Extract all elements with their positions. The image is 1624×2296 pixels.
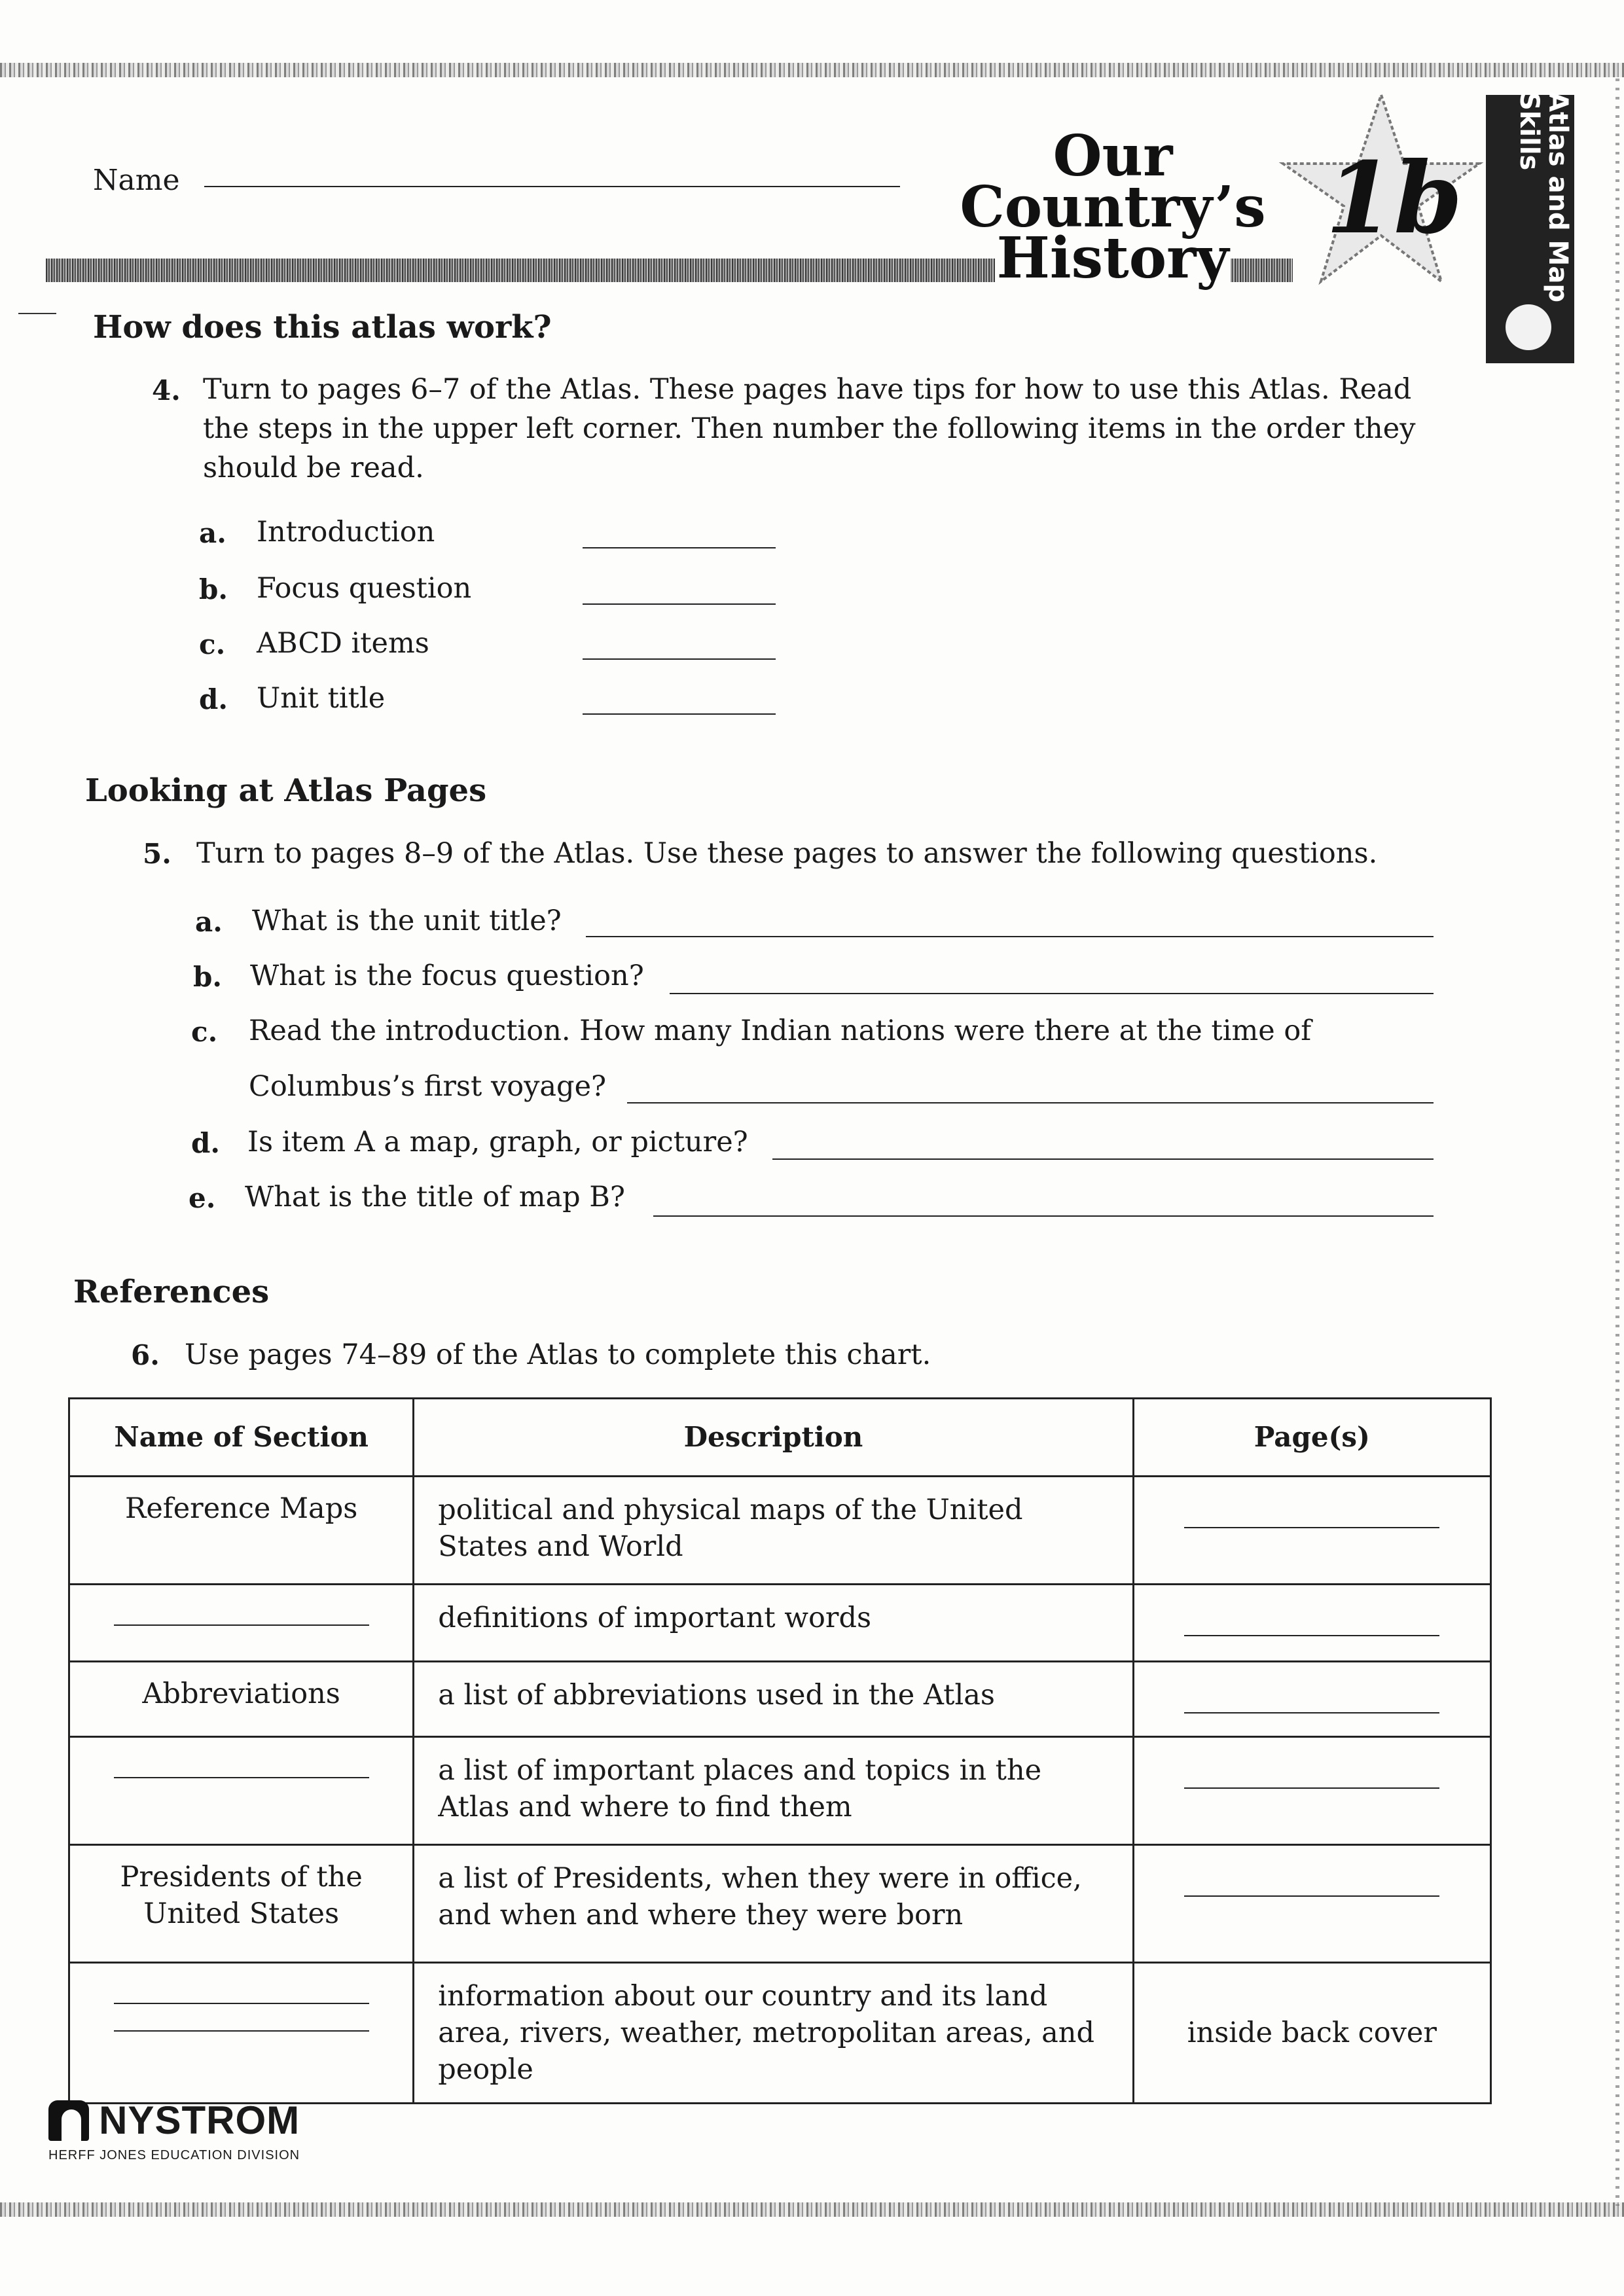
q4-answer-blank[interactable] bbox=[583, 547, 776, 548]
pages-answer-blank[interactable] bbox=[1184, 1889, 1439, 1897]
table-row bbox=[69, 1477, 1491, 1585]
cell-section-name bbox=[69, 1963, 414, 2104]
column-header-name: Name of Section bbox=[69, 1399, 414, 1477]
section-name-answer-blank[interactable] bbox=[114, 1618, 369, 1626]
q5-answer-blank[interactable] bbox=[670, 993, 1434, 994]
cell-description: political and physical maps of the United States and World bbox=[414, 1477, 1133, 1585]
question-6-text: Use pages 74–89 of the Atlas to complete this chart. bbox=[185, 1338, 931, 1371]
margin-mark bbox=[18, 313, 56, 314]
q5-answer-blank[interactable] bbox=[772, 1158, 1434, 1160]
q4-item-label: Focus question bbox=[257, 572, 472, 605]
pages-answer-blank[interactable] bbox=[1184, 1781, 1439, 1789]
cell-description: a list of Presidents, when they were in office, and when and where they were born bbox=[414, 1845, 1133, 1963]
section-name-answer-blank[interactable] bbox=[114, 1996, 369, 2004]
name-label: Name bbox=[93, 164, 180, 197]
q4-item-letter: d. bbox=[199, 683, 228, 715]
q5-item-label: Is item A a map, graph, or picture? bbox=[247, 1126, 748, 1158]
section-name-answer-blank[interactable] bbox=[114, 2024, 369, 2032]
chart-header-row bbox=[69, 1399, 1491, 1477]
table-row bbox=[69, 1845, 1491, 1963]
cell-section-name bbox=[69, 1585, 414, 1662]
question-5-number: 5. bbox=[143, 838, 171, 870]
question-6-number: 6. bbox=[131, 1339, 160, 1371]
q5-answer-blank[interactable] bbox=[627, 1102, 1434, 1103]
q4-item-label: ABCD items bbox=[257, 627, 429, 660]
section-title-atlas-pages: Looking at Atlas Pages bbox=[85, 772, 487, 809]
publisher-logo bbox=[48, 2098, 300, 2143]
q4-item-letter: c. bbox=[199, 628, 226, 660]
cell-description: information about our country and its land area, rivers, weather, metropolitan areas, and people bbox=[414, 1963, 1133, 2104]
table-row bbox=[69, 1662, 1491, 1737]
q5-answer-blank[interactable] bbox=[586, 936, 1434, 937]
q5-item-label: What is the unit title? bbox=[252, 905, 562, 937]
cell-section-name bbox=[69, 1737, 414, 1845]
cell-pages bbox=[1133, 1477, 1490, 1585]
section-title-how: How does this atlas work? bbox=[93, 309, 552, 346]
pages-answer-blank[interactable] bbox=[1184, 1520, 1439, 1528]
q5-item-letter: a. bbox=[195, 906, 223, 938]
logo-subtitle: HERFF JONES EDUCATION DIVISION bbox=[48, 2148, 300, 2162]
q5-item-label: Read the introduction. How many Indian nations were there at the time of bbox=[249, 1014, 1312, 1047]
q5-item-label: What is the title of map B? bbox=[245, 1181, 625, 1213]
cell-description: a list of abbreviations used in the Atlas bbox=[414, 1662, 1133, 1737]
cell-section-name: Presidents of the United States bbox=[69, 1845, 414, 1963]
q4-item-letter: b. bbox=[199, 573, 228, 605]
table-row bbox=[69, 1585, 1491, 1662]
cell-description: definitions of important words bbox=[414, 1585, 1133, 1662]
title-line-3: History bbox=[996, 225, 1229, 291]
side-tab-label: Atlas and Map Skills bbox=[1514, 92, 1573, 302]
q4-answer-blank[interactable] bbox=[583, 603, 776, 605]
title-line-1: Our bbox=[1053, 123, 1173, 189]
q4-item-letter: a. bbox=[199, 517, 226, 549]
question-4-text: Turn to pages 6–7 of the Atlas. These pages have tips for how to use this Atlas. Read the steps in the upper left corner. Then number the following items in the order they should be read. bbox=[203, 373, 1416, 484]
column-header-description: Description bbox=[414, 1399, 1133, 1477]
table-row bbox=[69, 1737, 1491, 1845]
nystrom-logo-icon bbox=[48, 2100, 89, 2141]
q5-item-letter: c. bbox=[191, 1016, 218, 1048]
cell-pages bbox=[1133, 1737, 1490, 1845]
scan-edge-right bbox=[1615, 79, 1619, 2206]
logo-text: NYSTROM bbox=[99, 2098, 300, 2142]
cell-pages: inside back cover bbox=[1133, 1963, 1490, 2104]
lesson-badge: 1b bbox=[1326, 141, 1463, 256]
section-name-answer-blank[interactable] bbox=[114, 1770, 369, 1778]
globe-icon bbox=[1506, 304, 1551, 350]
cell-pages bbox=[1133, 1585, 1490, 1662]
table-row bbox=[69, 1963, 1491, 2104]
q5-item-letter: e. bbox=[189, 1182, 216, 1214]
cell-description: a list of important places and topics in the Atlas and where to find them bbox=[414, 1737, 1133, 1845]
section-title-references: References bbox=[73, 1274, 270, 1310]
scan-border-bottom bbox=[0, 2202, 1624, 2217]
question-5-text: Turn to pages 8–9 of the Atlas. Use these pages to answer the following questions. bbox=[196, 837, 1378, 870]
title-line-2: Country’s bbox=[960, 174, 1266, 240]
q5-item-label-continued: Columbus’s first voyage? bbox=[249, 1070, 607, 1103]
name-blank[interactable] bbox=[204, 186, 900, 187]
q4-item-label: Introduction bbox=[257, 516, 435, 548]
references-chart bbox=[68, 1397, 1492, 2104]
q5-answer-blank[interactable] bbox=[653, 1215, 1434, 1217]
cell-pages bbox=[1133, 1845, 1490, 1963]
column-header-pages: Page(s) bbox=[1133, 1399, 1490, 1477]
q4-answer-blank[interactable] bbox=[583, 713, 776, 715]
q5-item-letter: d. bbox=[191, 1127, 220, 1159]
q5-item-letter: b. bbox=[193, 961, 222, 993]
worksheet-title bbox=[956, 123, 1270, 291]
q4-answer-blank[interactable] bbox=[583, 658, 776, 660]
cell-section-name: Abbreviations bbox=[69, 1662, 414, 1737]
q5-item-label: What is the focus question? bbox=[250, 960, 644, 992]
cell-pages bbox=[1133, 1662, 1490, 1737]
cell-section-name: Reference Maps bbox=[69, 1477, 414, 1585]
question-4-number: 4. bbox=[152, 374, 181, 406]
pages-answer-blank[interactable] bbox=[1184, 1706, 1439, 1713]
q4-item-label: Unit title bbox=[257, 682, 386, 715]
scan-border-top bbox=[0, 63, 1624, 77]
pages-answer-blank[interactable] bbox=[1184, 1628, 1439, 1636]
